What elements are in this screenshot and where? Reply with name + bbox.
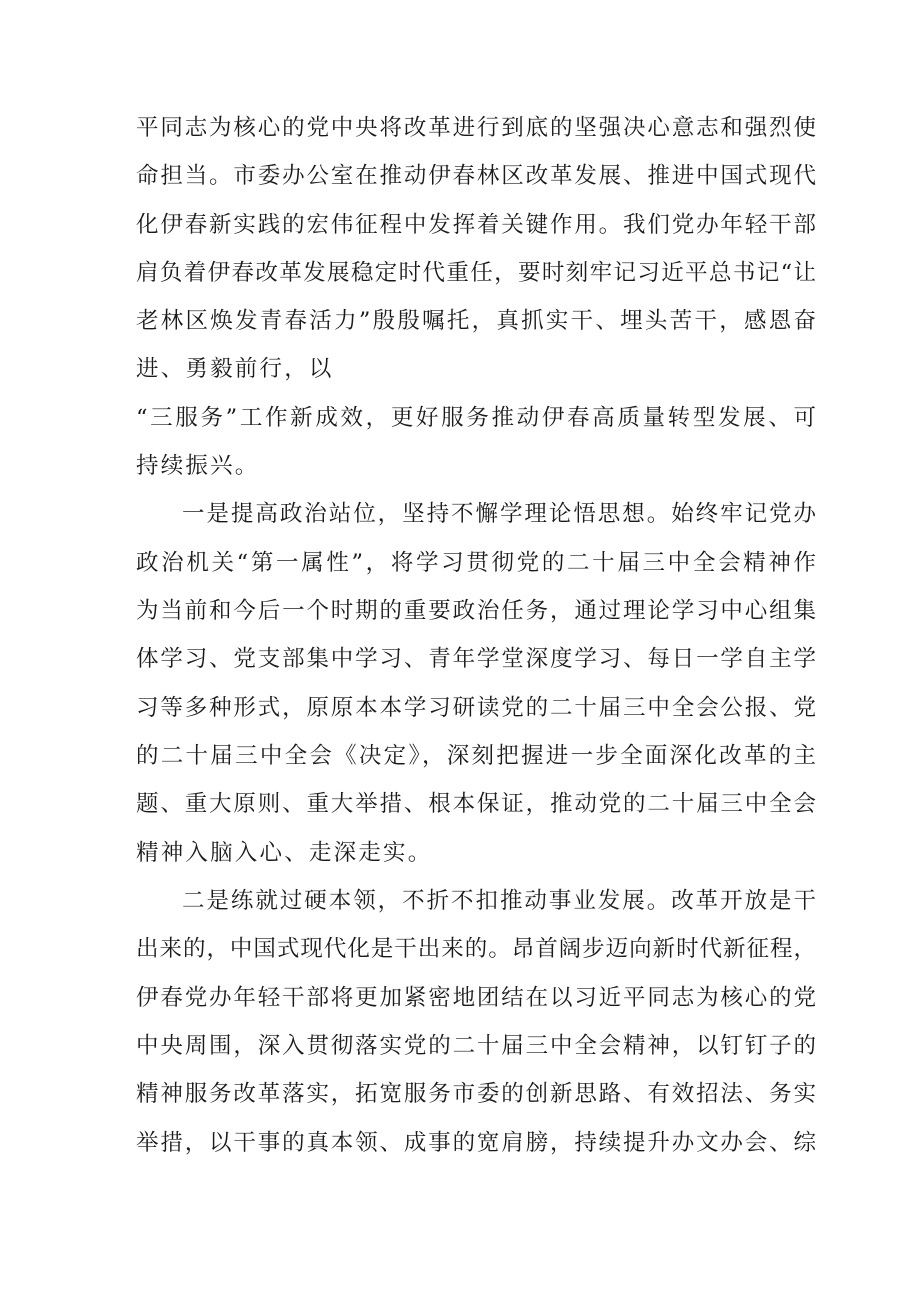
text-line: 精神服务改革落实，拓宽服务市委的创新思路、有效招法、务实 bbox=[136, 1081, 816, 1107]
text-line: 的二十届三中全会《决定》，深刻把握进一步全面深化改革的主 bbox=[136, 743, 816, 769]
text-line: 习等多种形式，原原本本学习研读党的二十届三中全会公报、党 bbox=[136, 695, 816, 721]
paragraph-heading-line: 二是练就过硬本领，不折不扣推动事业发展。改革开放是干 bbox=[182, 888, 816, 914]
text-line: 为当前和今后一个时期的重要政治任务，通过理论学习中心组集 bbox=[136, 598, 816, 624]
text-line: 出来的，中国式现代化是干出来的。昂首阔步迈向新时代新征程， bbox=[136, 936, 816, 962]
text-line: 精神入脑入心、走深走实。 bbox=[136, 840, 433, 866]
text-line: 化伊春新实践的宏伟征程中发挥着关键作用。我们党办年轻干部 bbox=[136, 212, 816, 238]
text-line: 进、勇毅前行，以 bbox=[136, 356, 334, 382]
text-line: “三服务”工作新成效，更好服务推动伊春高质量转型发展、可 bbox=[136, 405, 816, 431]
text-line: 举措，以干事的真本领、成事的宽肩膀，持续提升办文办会、综 bbox=[136, 1130, 816, 1156]
text-line: 题、重大原则、重大举措、根本保证，推动党的二十届三中全会 bbox=[136, 791, 816, 817]
paragraph-heading-line: 一是提高政治站位，坚持不懈学理论悟思想。始终牢记党办 bbox=[182, 501, 816, 527]
text-line: 肩负着伊春改革发展稳定时代重任，要时刻牢记习近平总书记“让 bbox=[136, 260, 816, 286]
text-line: 命担当。市委办公室在推动伊春林区改革发展、推进中国式现代 bbox=[136, 163, 816, 189]
text-line: 老林区焕发青春活力”殷殷嘱托，真抓实干、埋头苦干，感恩奋 bbox=[136, 308, 816, 334]
text-line: 持续振兴。 bbox=[136, 453, 260, 479]
text-line: 伊春党办年轻干部将更加紧密地团结在以习近平同志为核心的党 bbox=[136, 985, 816, 1011]
text-line: 平同志为核心的党中央将改革进行到底的坚强决心意志和强烈使 bbox=[136, 115, 816, 141]
text-line: 政治机关“第一属性”，将学习贯彻党的二十届三中全会精神作 bbox=[136, 550, 816, 576]
text-line: 体学习、党支部集中学习、青年学堂深度学习、每日一学自主学 bbox=[136, 646, 816, 672]
text-line: 中央周围，深入贯彻落实党的二十届三中全会精神，以钉钉子的 bbox=[136, 1033, 816, 1059]
